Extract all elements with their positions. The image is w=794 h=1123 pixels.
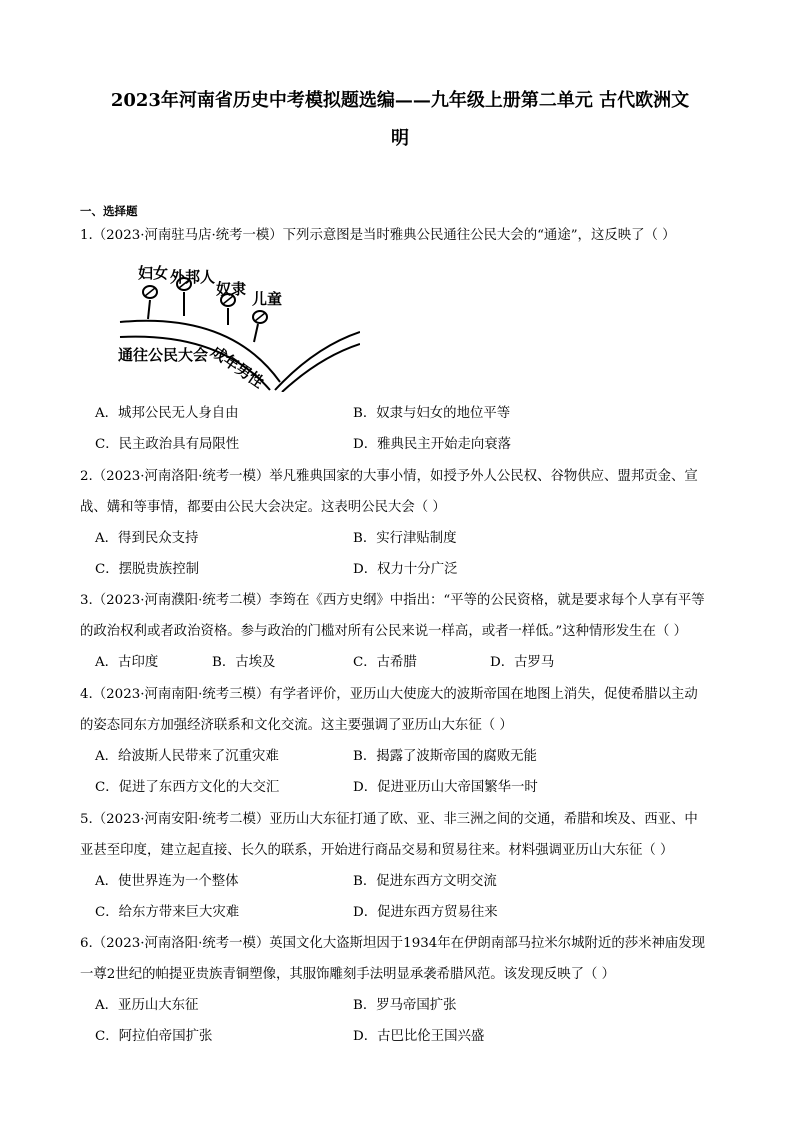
blocked-sign-children	[253, 311, 267, 342]
label-children: 儿童	[252, 290, 283, 308]
q1-option-c: C．民主政治具有局限性	[95, 437, 240, 452]
question-2-stem-line-2: 战、媾和等事情，都要由公民大会决定。这表明公民大会（ ）	[80, 500, 446, 515]
q2-option-d: D．权力十分广泛	[353, 562, 458, 577]
blocked-sign-slaves	[221, 294, 235, 325]
question-5-stem-line-1: 5.（2023·河南安阳·统考二模）亚历山大东征打通了欧、亚、非三洲之间的交通，希腊和埃及、西亚、中	[80, 812, 698, 827]
q3-option-c: C．古希腊	[353, 655, 417, 670]
q3-option-d: D．古罗马	[490, 655, 555, 670]
question-3-stem-line-2: 的政治权利或者政治资格。参与政治的门槛对所有公民来说一样高，或者一样低。”这种情形发生在（ ）	[80, 624, 687, 639]
label-foreigners: 外邦人	[170, 268, 216, 286]
q4-option-a: A．给波斯人民带来了沉重灾难	[95, 749, 279, 764]
q6-option-a: A．亚历山大东征	[95, 998, 199, 1013]
q5-option-b: B．促进东西方文明交流	[353, 874, 497, 889]
q5-option-c: C．给东方带来巨大灾难	[95, 905, 240, 920]
q6-option-d: D．古巴比伦王国兴盛	[353, 1029, 485, 1044]
q5-option-a: A．使世界连为一个整体	[95, 874, 239, 889]
q1-option-b: B．奴隶与妇女的地位平等	[353, 406, 511, 421]
question-3-stem-line-1: 3.（2023·河南濮阳·统考二模）李筠在《西方史纲》中指出：“平等的公民资格，就是要求每个人享有平等	[80, 593, 705, 608]
question-2-stem-line-1: 2.（2023·河南洛阳·统考一模）举凡雅典国家的大事小情，如授予外人公民权、谷物供应、盟邦贡金、宣	[80, 469, 698, 484]
q6-option-c: C．阿拉伯帝国扩张	[95, 1029, 213, 1044]
road-right-curve-1	[275, 332, 360, 390]
q2-option-c: C．摆脱贵族控制	[95, 562, 199, 577]
page-title-line-2: 明	[391, 128, 409, 149]
question-4-stem-line-2: 的姿态同东方加强经济联系和文化交流。这主要强调了亚历山大东征（ ）	[80, 718, 513, 733]
question-6-stem-line-1: 6.（2023·河南洛阳·统考一模）英国文化大盗斯坦因于1934年在伊朗南部马拉米尔城附近的莎米神庙发现	[80, 936, 706, 951]
question-1-stem: 1.（2023·河南驻马店·统考一模）下列示意图是当时雅典公民通往公民大会的“通途”，这反映了（ ）	[80, 228, 676, 243]
citizen-assembly-diagram	[110, 262, 360, 392]
q3-option-b: B．古埃及	[212, 655, 276, 670]
label-slaves: 奴隶	[216, 280, 247, 298]
question-5-stem-line-2: 亚甚至印度，建立起直接、长久的联系，开始进行商品交易和贸易往来。材料强调亚历山大东征（ ）	[80, 843, 674, 858]
q4-option-b: B．揭露了波斯帝国的腐败无能	[353, 749, 537, 764]
q3-option-a: A．古印度	[95, 655, 159, 670]
q6-option-b: B．罗马帝国扩张	[353, 998, 457, 1013]
q4-option-c: C．促进了东西方文化的大交汇	[95, 780, 280, 795]
section-heading: 一、选择题	[80, 204, 138, 218]
page-title-line-1: 2023年河南省历史中考模拟题选编——九年级上册第二单元 古代欧洲文	[110, 90, 690, 111]
label-adult-men: 成年男性	[207, 342, 268, 392]
blocked-sign-women	[143, 286, 157, 319]
question-6-stem-line-2: 一尊2世纪的帕提亚贵族青铜塑像，其服饰雕刻手法明显承袭希腊风范。该发现反映了（ ）	[80, 967, 616, 982]
q2-option-a: A．得到民众支持	[95, 531, 199, 546]
q2-option-b: B．实行津贴制度	[353, 531, 457, 546]
q1-option-a: A．城邦公民无人身自由	[95, 406, 239, 421]
label-road: 通往公民大会	[118, 346, 209, 364]
label-women: 妇女	[138, 264, 169, 282]
question-4-stem-line-1: 4.（2023·河南南阳·统考三模）有学者评价，亚历山大使庞大的波斯帝国在地图上消失，促使希腊以主动	[80, 687, 698, 702]
q1-option-d: D．雅典民主开始走向衰落	[353, 437, 512, 452]
q4-option-d: D．促进亚历山大帝国繁华一时	[353, 780, 538, 795]
q5-option-d: D．促进东西方贸易往来	[353, 905, 498, 920]
